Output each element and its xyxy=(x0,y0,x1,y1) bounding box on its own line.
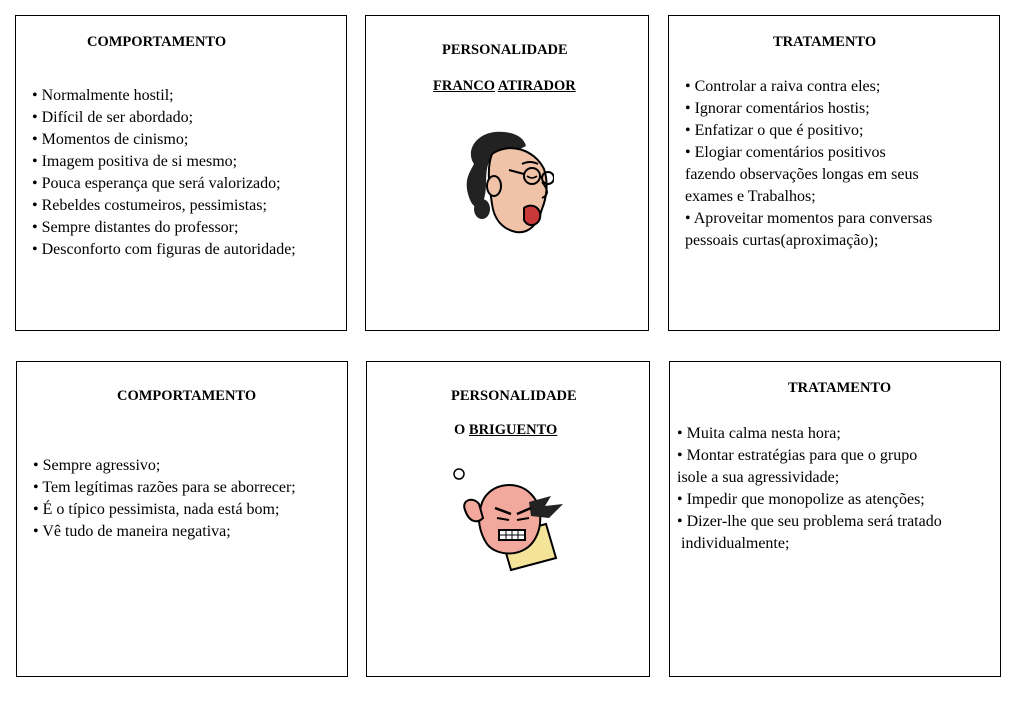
tratamento-list-1 xyxy=(685,76,932,252)
list-item: • Impedir que monopolize as atenções; xyxy=(677,491,925,508)
list-item: • Controlar a raiva contra eles; xyxy=(685,78,881,95)
personality-name xyxy=(433,78,576,95)
list-item: • É o típico pessimista, nada está bom; xyxy=(33,501,280,518)
name-part2: ATIRADOR xyxy=(497,78,576,94)
name-part1: FRANCO xyxy=(433,78,496,94)
comportamento-card-1 xyxy=(15,15,347,331)
tratamento-card-2 xyxy=(669,361,1001,677)
list-item: • Sempre agressivo; xyxy=(33,457,161,474)
list-item: • Pouca esperança que será valorizado; xyxy=(32,175,281,192)
list-item: • Vê tudo de maneira negativa; xyxy=(33,523,231,540)
list-item: • Difícil de ser abordado; xyxy=(32,109,194,126)
list-item: • Rebeldes costumeiros, pessimistas; xyxy=(32,197,267,214)
list-item: • Enfatizar o que é positivo; xyxy=(685,122,864,139)
name: BRIGUENTO xyxy=(468,422,558,438)
list-item: • Montar estratégias para que o grupo xyxy=(677,447,918,464)
list-item: pessoais curtas(aproximação); xyxy=(685,232,879,249)
cartoon-angry-man-icon xyxy=(451,466,571,576)
list-item: individualmente; xyxy=(677,535,790,552)
list-item: • Dizer-lhe que seu problema será tratado xyxy=(677,513,942,530)
list-item: • Momentos de cinismo; xyxy=(32,131,189,148)
list-item: fazendo observações longas em seus xyxy=(685,166,919,183)
card-title: COMPORTAMENTO xyxy=(117,388,257,404)
card-title: COMPORTAMENTO xyxy=(87,34,227,50)
personalidade-card-1 xyxy=(365,15,649,331)
list-item: • Ignorar comentários hostis; xyxy=(685,100,870,117)
card-title: TRATAMENTO xyxy=(773,34,877,50)
card-title: PERSONALIDADE xyxy=(442,42,568,58)
list-item: • Imagem positiva de si mesmo; xyxy=(32,153,238,170)
list-item: exames e Trabalhos; xyxy=(685,188,816,205)
personalidade-card-2 xyxy=(366,361,650,677)
comportamento-list-2 xyxy=(33,455,296,543)
list-item: • Aproveitar momentos para conversas xyxy=(685,210,933,227)
personality-name xyxy=(454,422,557,439)
card-title: PERSONALIDADE xyxy=(451,388,577,404)
list-item: • Tem legítimas razões para se aborrecer; xyxy=(33,479,296,496)
list-item: • Sempre distantes do professor; xyxy=(32,219,239,236)
tratamento-card-1 xyxy=(668,15,1000,331)
comportamento-card-2 xyxy=(16,361,348,677)
tratamento-list-2 xyxy=(677,423,942,555)
list-item: • Elogiar comentários positivos xyxy=(685,144,886,161)
list-item: • Desconforto com figuras de autoridade; xyxy=(32,241,296,258)
card-title: TRATAMENTO xyxy=(788,380,892,396)
list-item: isole a sua agressividade; xyxy=(677,469,840,486)
list-item: • Normalmente hostil; xyxy=(32,87,174,104)
list-item: • Muita calma nesta hora; xyxy=(677,425,841,442)
cartoon-man-glasses-icon xyxy=(454,124,554,239)
name-prefix: O xyxy=(454,422,466,438)
comportamento-list-1 xyxy=(32,85,296,261)
